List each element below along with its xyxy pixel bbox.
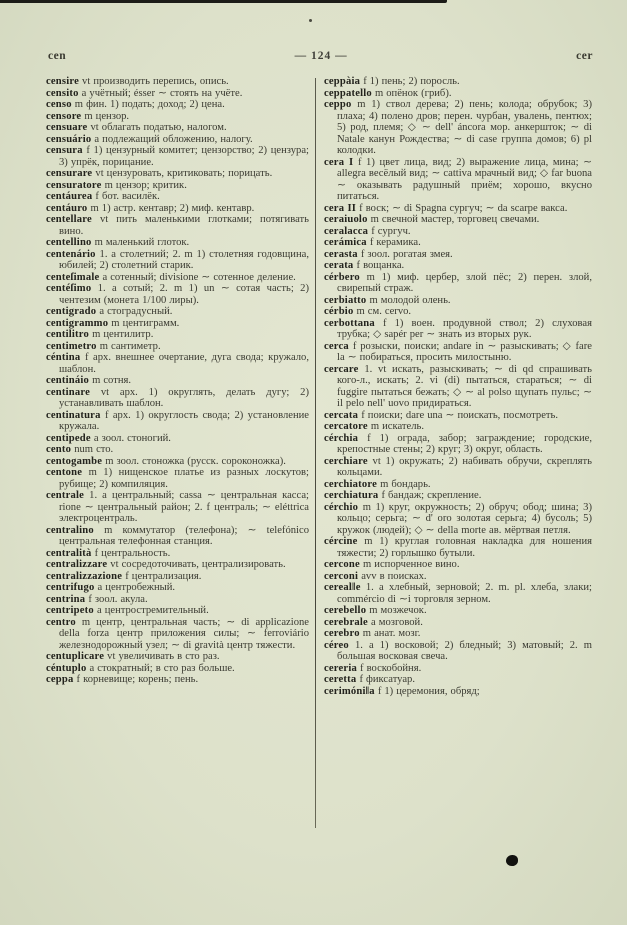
- headword: ceppàia: [324, 76, 361, 87]
- entry-definition: m центр, центральная часть; ∼ di applicazione della forza центр приложения силы; ∼ ferroviário железнодорожный узел; ∼ di gravità центр тяжести.: [59, 616, 309, 651]
- headword: centellino: [46, 237, 92, 248]
- dictionary-entry: [324, 341, 592, 364]
- dictionary-entry: [46, 272, 309, 284]
- entry-definition: m мозжечок.: [369, 605, 427, 616]
- dictionary-entry: [324, 490, 592, 502]
- headword: centrifugo: [46, 582, 95, 593]
- dictionary-entry: [46, 663, 309, 675]
- headword: censura: [46, 145, 83, 156]
- headword: censito: [46, 87, 79, 99]
- entry-definition: m сантиметр.: [99, 340, 161, 352]
- entry-definition: 1. a хлебный, зерновой; 2. m. pl. хлеба, злаки; commércio di ∼i торговля зерном.: [337, 582, 592, 605]
- headword: ceretta: [324, 674, 357, 685]
- dictionary-entry: [46, 134, 309, 146]
- dictionary-entry: [324, 640, 592, 663]
- entry-definition: f бот. василёк.: [95, 191, 160, 202]
- entry-definition: m 1) круг, окружность; 2) обруч; обод; шина; 3) кольцо; серьга; ∼ d' oro золотая серьга; 4) бусоль; 5) кружок (людей); ◇ ∼ della morte ав. мёртвая петля.: [337, 501, 592, 536]
- dictionary-entry: [324, 571, 592, 583]
- text-columns: [46, 76, 599, 828]
- dictionary-entry: [324, 99, 592, 157]
- dictionary-entry: [324, 663, 592, 675]
- headword: cerbiatto: [324, 294, 367, 306]
- dictionary-entry: [46, 168, 309, 180]
- dictionary-entry: [46, 548, 309, 560]
- entry-definition: 1. vt искать, разыскивать; ∼ di qd спрашивать кого-л., искать; 2. vi (di) пытаться, стараться; ∼ di fuggire пытаться бежать; ◇ ∼ al polso щупать пульс; ∼ il pelo nell' uovo придираться.: [337, 363, 592, 409]
- dictionary-entry: [324, 617, 592, 629]
- entry-definition: m опёнок (гриб).: [374, 87, 452, 99]
- headword: ceppatello: [324, 87, 372, 99]
- dictionary-entry: [324, 433, 592, 456]
- entry-definition: m центиграмм.: [111, 317, 180, 329]
- entry-definition: vt 1) окружать; 2) набивать обручи, скреплять кольцами.: [337, 455, 592, 478]
- headword: centáuro: [46, 202, 88, 214]
- headword: centigrado: [46, 306, 97, 317]
- entry-definition: m центилитр.: [92, 329, 154, 340]
- dictionary-entry: [46, 617, 309, 652]
- entry-definition: m молодой олень.: [369, 294, 451, 306]
- headword: cerchiatore: [324, 478, 377, 490]
- entry-definition: vt цензуровать, критиковать; порицать.: [95, 168, 273, 179]
- entry-definition: vt арх. 1) округлять, делать дугу; 2) устанавливать шаблон.: [59, 386, 309, 409]
- entry-definition: vt производить перепись, опись.: [82, 76, 229, 87]
- dictionary-entry: [324, 686, 592, 698]
- entry-definition: a мозговой.: [371, 616, 423, 628]
- entry-definition: f 1) церемония, обряд;: [377, 685, 480, 697]
- dictionary-entry: [46, 387, 309, 410]
- headword: ceppa: [46, 674, 74, 685]
- entry-definition: f зоол. рогатая змея.: [360, 248, 453, 260]
- headword: centone: [46, 467, 83, 478]
- entry-definition: m 1) круглая головная накладка для ношения тяжести; 2) горлышко бутыли.: [337, 536, 592, 559]
- entry-definition: avv в поисках.: [361, 570, 427, 582]
- entry-definition: m маленький глоток.: [94, 237, 190, 248]
- headword: censore: [46, 110, 82, 122]
- dictionary-entry: [46, 180, 309, 192]
- entry-definition: m фин. 1) подать; доход; 2) цена.: [74, 99, 225, 110]
- headword: cera I: [324, 156, 354, 168]
- headword: cerebello: [324, 605, 367, 616]
- dictionary-entry: [324, 76, 592, 88]
- dictionary-entry: [324, 226, 592, 238]
- entry-definition: f бандаж; скрепление.: [381, 490, 482, 501]
- headword: cérbero: [324, 271, 360, 283]
- ink-blot: [506, 855, 518, 866]
- dictionary-entry: [324, 272, 592, 295]
- headword: centenário: [46, 248, 96, 260]
- headword: céntina: [46, 352, 81, 363]
- entry-definition: f вощанка.: [356, 260, 405, 271]
- dictionary-entry: [324, 479, 592, 491]
- headword: centrina: [46, 593, 86, 605]
- entry-definition: m 1) ствол дерева; 2) пень; колода; обрубок; 3) плаха; 4) полено дров; перен. чурбан, увалень, пентюх; 5) род, племя; ◇ ∼ dell' áncora мор. анкершток; ∼ di Natale канун Рождества; ∼ di case группа домов; 6) pl колодки.: [337, 99, 592, 156]
- headword: censurare: [46, 168, 93, 179]
- entry-definition: vt сосредоточивать, централизировать.: [110, 559, 286, 570]
- dictionary-entry: [46, 283, 309, 306]
- entry-definition: a зоол. стоногий.: [93, 432, 171, 444]
- headword: censire: [46, 76, 79, 87]
- dictionary-entry: [46, 76, 309, 88]
- entry-definition: a стоградусный.: [99, 306, 173, 317]
- headword: centimetro: [46, 340, 97, 352]
- entry-definition: f розыски, поиски; andare in ∼ разыскивать; ◇ fare la ∼ побираться, просить милостыню.: [337, 340, 592, 363]
- headword: censuratore: [46, 179, 102, 191]
- dictionary-entry: [324, 502, 592, 537]
- dictionary-entry: [46, 99, 309, 111]
- dictionary-entry: [324, 88, 592, 100]
- dictionary-entry: [46, 525, 309, 548]
- dictionary-entry: [324, 582, 592, 605]
- entry-definition: vt увеличивать в сто раз.: [107, 651, 220, 662]
- headword: centáurea: [46, 191, 93, 202]
- dictionary-entry: [46, 88, 309, 100]
- entry-definition: m зоол. стоножка (русск. сороконожка).: [105, 455, 286, 467]
- entry-definition: a центростремительный.: [96, 605, 209, 616]
- headword: cerbottana: [324, 317, 375, 329]
- dictionary-entry: [46, 203, 309, 215]
- running-header: [46, 50, 599, 62]
- entry-definition: f фиксатуар.: [359, 674, 415, 685]
- dictionary-entry: [46, 237, 309, 249]
- dictionary-entry: [324, 421, 592, 433]
- entry-definition: m см. cervo.: [356, 306, 412, 317]
- headword: cereria: [324, 662, 357, 674]
- headword: centellare: [46, 214, 92, 225]
- headword: cerebrale: [324, 616, 368, 628]
- dictionary-entry: [46, 582, 309, 594]
- headword: ceraiuolo: [324, 214, 368, 225]
- dictionary-entry: [324, 410, 592, 422]
- dictionary-entry: [46, 410, 309, 433]
- headword: céreo: [324, 639, 349, 651]
- dictionary-entry: [46, 559, 309, 571]
- entry-definition: f поиски; dare una ∼ поискать, посмотреть.: [361, 409, 559, 421]
- header-guide-word-left: cen: [48, 50, 67, 62]
- dictionary-entry: [46, 329, 309, 341]
- entry-definition: m 1) нищенское платье из разных лоскутов; рубище; 2) компиляция.: [59, 467, 309, 490]
- dictionary-entry: [324, 674, 592, 686]
- dictionary-entry: [324, 628, 592, 640]
- dictionary-entry: [46, 341, 309, 353]
- dictionary-entry: [46, 352, 309, 375]
- headword: cerimóni‖a: [324, 685, 375, 697]
- dictionary-entry: [46, 306, 309, 318]
- entry-definition: f 1) воен. продувной ствол; 2) слуховая трубка; ◇ sapér per ∼ знать из вторых рук.: [337, 317, 592, 340]
- entry-definition: a центробежный.: [97, 582, 176, 593]
- headword: cérchia: [324, 432, 359, 444]
- headword: centuplicare: [46, 651, 105, 662]
- headword: cera II: [324, 202, 357, 214]
- headword: cereal‖e: [324, 582, 361, 593]
- dictionary-entry: [46, 318, 309, 330]
- headword: centralino: [46, 524, 94, 536]
- headword: cercone: [324, 559, 360, 570]
- headword: censuário: [46, 133, 92, 145]
- entry-definition: m сотня.: [92, 375, 132, 386]
- entry-definition: 1. a сотый; 2. m 1) un ∼ сотая часть; 2) чентезим (монета 1/100 лиры).: [59, 283, 309, 306]
- headword: cerconi: [324, 570, 359, 582]
- entry-definition: a сотенный; divisione ∼ сотенное деление.: [102, 271, 296, 283]
- dictionary-entry: [324, 318, 592, 341]
- headword: cerámica: [324, 237, 367, 248]
- headword: cércine: [324, 536, 358, 547]
- entry-definition: m цензор.: [84, 110, 130, 122]
- dictionary-entry: [324, 295, 592, 307]
- dictionary-entry: [46, 111, 309, 123]
- dictionary-entry: [46, 594, 309, 606]
- dictionary-entry: [324, 306, 592, 318]
- headword: centináio: [46, 375, 89, 386]
- headword: cerasta: [324, 248, 358, 260]
- entry-definition: m искатель.: [370, 421, 425, 432]
- headword: censo: [46, 99, 72, 110]
- dictionary-entry: [46, 651, 309, 663]
- dictionary-entry: [324, 536, 592, 559]
- dictionary-entry: [46, 249, 309, 272]
- headword: centogambe: [46, 455, 103, 467]
- header-guide-word-right: cer: [576, 50, 593, 62]
- headword: centralizzare: [46, 559, 108, 570]
- headword: cérchio: [324, 501, 359, 513]
- entry-definition: a учётный; ésser ∼ стоять на учёте.: [81, 87, 243, 99]
- entry-definition: f керамика.: [369, 237, 421, 248]
- headword: centigrammo: [46, 317, 109, 329]
- entry-definition: vt пить маленькими глотками; потягивать вино.: [59, 214, 309, 237]
- entry-definition: m свечной мастер, торговец свечами.: [370, 214, 540, 225]
- headword: centralità: [46, 547, 92, 559]
- entry-definition: f зоол. акула.: [88, 593, 148, 605]
- dictionary-entry: [46, 191, 309, 203]
- entry-definition: f 1) цвет лица, вид; 2) выражение лица, мина; ∼ allegra весёлый вид; ∼ cattiva мрачный вид; ◇ far buona ∼ оказывать радушный приём; хорошо, вкусно питаться.: [337, 156, 592, 202]
- headword: cercare: [324, 363, 359, 375]
- entry-definition: m испорченное вино.: [362, 559, 460, 570]
- dictionary-entry: [324, 237, 592, 249]
- dictionary-entry: [46, 571, 309, 583]
- entry-definition: f корневище; корень; пень.: [76, 674, 199, 685]
- dictionary-entry: [46, 490, 309, 525]
- entry-definition: m коммутатор (телефона); ∼ telefónico центральная телефонная станция.: [59, 524, 309, 547]
- entry-definition: 1. a центральный; cassa ∼ центральная касса; rione ∼ центральный район; 2. f централь; ∼ eléttrica электроцентраль.: [59, 490, 309, 524]
- dictionary-entry: [324, 260, 592, 272]
- dictionary-entry: [324, 203, 592, 215]
- entry-definition: f воск; ∼ di Spagna сургуч; ∼ da scarpe вакса.: [359, 202, 568, 214]
- headword: centeſimale: [46, 271, 100, 283]
- headword: cérbio: [324, 306, 354, 317]
- headword: cercata: [324, 409, 359, 421]
- dictionary-entry: [46, 444, 309, 456]
- entry-definition: f воскобойня.: [360, 662, 422, 674]
- dictionary-entry: [324, 249, 592, 261]
- entry-definition: m бондарь.: [380, 478, 431, 490]
- entry-definition: f арх. внешнее очертание, дуга свода; кружало, шаблон.: [59, 352, 309, 375]
- headword: centilitro: [46, 329, 89, 340]
- entry-definition: f 1) ограда, забор; заграждение; городские, крепостные стены; 2) круг; 3) округ, область.: [337, 432, 592, 455]
- entry-definition: m 1) астр. кентавр; 2) миф. кентавр.: [90, 202, 255, 214]
- entry-definition: f арх. 1) округлость свода; 2) установление кружала.: [59, 409, 309, 432]
- dictionary-entry: [324, 456, 592, 479]
- dictionary-entry: [324, 157, 592, 203]
- headword: ceralacca: [324, 225, 369, 237]
- entry-definition: a подлежащий обложению, налогу.: [94, 133, 253, 145]
- dictionary-entry: [46, 674, 309, 686]
- entry-definition: vt облагать податью, налогом.: [90, 122, 227, 133]
- dictionary-entry: [46, 122, 309, 134]
- headword: centinatura: [46, 409, 101, 421]
- entry-definition: 1. a столетний; 2. m 1) столетняя годовщина, юбилей; 2) столетний старик.: [59, 248, 309, 271]
- headword: cerchiare: [324, 455, 368, 467]
- entry-definition: f 1) пень; 2) поросль.: [363, 76, 460, 87]
- dictionary-entry: [46, 375, 309, 387]
- entry-definition: m 1) миф. цербер, злой пёс; 2) перен. злой, свирепый страж.: [337, 271, 592, 294]
- headword: centralizzazione: [46, 570, 123, 582]
- dictionary-entry: [324, 605, 592, 617]
- headword: cercatore: [324, 421, 368, 432]
- page-number: — 124 —: [294, 50, 348, 62]
- headword: centrale: [46, 490, 85, 501]
- headword: centéſimo: [46, 283, 92, 294]
- entry-definition: num сто.: [74, 444, 114, 455]
- headword: cerchiatura: [324, 490, 379, 501]
- entry-definition: f централизация.: [125, 570, 202, 582]
- dictionary-entry: [324, 214, 592, 226]
- dictionary-entry: [46, 467, 309, 490]
- headword: centro: [46, 616, 76, 628]
- entry-definition: m цензор; критик.: [104, 179, 187, 191]
- right-column: [324, 76, 592, 828]
- headword: ceppo: [324, 99, 352, 110]
- headword: céntuplo: [46, 662, 87, 674]
- headword: centripeto: [46, 605, 94, 616]
- entry-definition: m анат. мозг.: [362, 628, 421, 639]
- headword: cerebro: [324, 628, 360, 639]
- dictionary-entry: [46, 145, 309, 168]
- headword: cento: [46, 444, 72, 455]
- entry-definition: a стократный; в сто раз больше.: [89, 662, 235, 674]
- entry-definition: f центральность.: [94, 547, 171, 559]
- entry-definition: 1. a 1) восковой; 2) бледный; 3) матовый; 2. m большая восковая свеча.: [337, 639, 592, 662]
- headword: censuare: [46, 122, 88, 133]
- dictionary-entry: [46, 433, 309, 445]
- headword: cerata: [324, 260, 354, 271]
- dictionary-entry: [324, 364, 592, 410]
- entry-definition: f сургуч.: [371, 225, 411, 237]
- dictionary-entry: [46, 214, 309, 237]
- left-column: [46, 76, 309, 828]
- headword: cerca: [324, 340, 349, 352]
- headword: centipede: [46, 432, 91, 444]
- column-divider-rule: [315, 78, 316, 828]
- entry-definition: f 1) цензурный комитет; цензорство; 2) цензура; 3) упрёк, порицание.: [59, 145, 309, 168]
- dictionary-entry: [324, 559, 592, 571]
- headword: centinare: [46, 386, 90, 398]
- dictionary-entry: [46, 605, 309, 617]
- dictionary-entry: [46, 456, 309, 468]
